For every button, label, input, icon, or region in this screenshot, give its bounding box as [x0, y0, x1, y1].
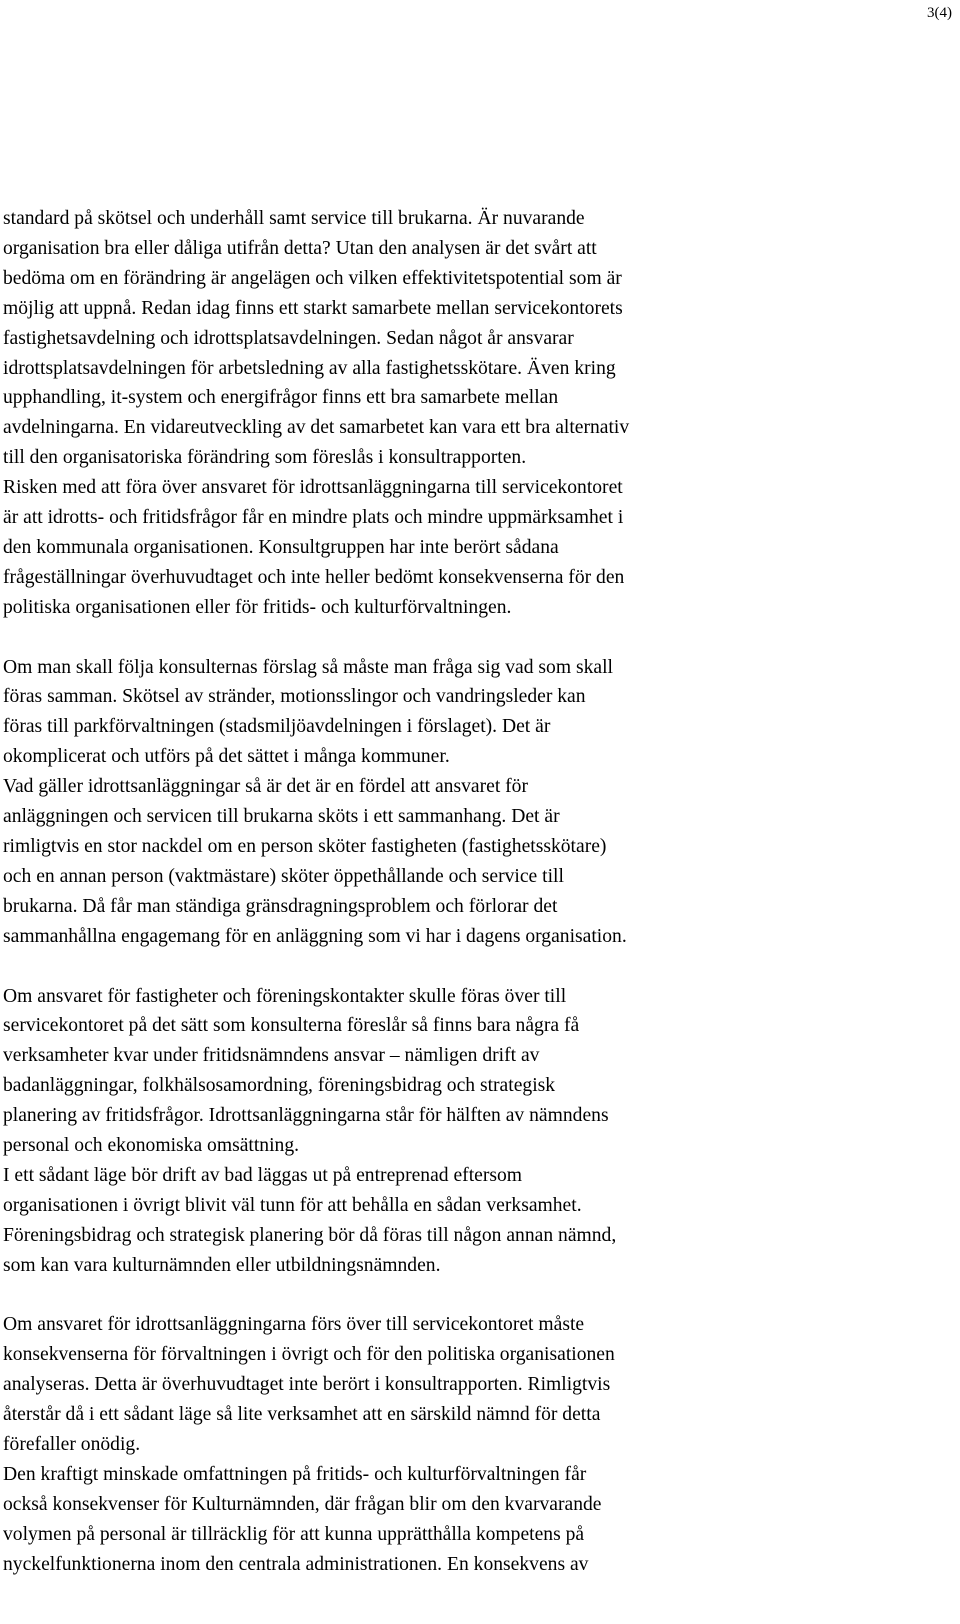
- text-line: Om ansvaret för fastigheter och föreningskontakter skulle föras över till: [3, 985, 567, 1007]
- text-line: möjlig att uppnå. Redan idag finns ett starkt samarbete mellan servicekontorets: [3, 297, 623, 319]
- text-line: avdelningarna. En vidareutveckling av det samarbetet kan vara ett bra alternativ: [3, 417, 630, 439]
- text-line: Föreningsbidrag och strategisk planering bör då föras till någon annan nämnd,: [3, 1224, 617, 1246]
- text-line: den kommunala organisationen. Konsultgruppen har inte berört sådana: [3, 536, 559, 558]
- text-line: också konsekvenser för Kulturnämnden, där frågan blir om den kvarvarande: [3, 1493, 602, 1515]
- text-line: återstår då i ett sådant läge så lite verksamhet att en särskild nämnd för detta: [3, 1404, 601, 1426]
- text-line: servicekontoret på det sätt som konsulterna föreslår så finns bara några få: [3, 1015, 580, 1037]
- text-line: sammanhållna engagemang för en anläggning som vi har i dagens organisation.: [3, 925, 627, 947]
- text-line: upphandling, it-system och energifrågor finns ett bra samarbete mellan: [3, 387, 559, 409]
- document-body: [3, 204, 943, 1580]
- text-line: föras till parkförvaltningen (stadsmiljöavdelningen i förslaget). Det är: [3, 716, 551, 738]
- text-line: analyseras. Detta är överhuvudtaget inte berört i konsultrapporten. Rimligtvis: [3, 1374, 611, 1396]
- text-line: som kan vara kulturnämnden eller utbildningsnämnden.: [3, 1254, 441, 1276]
- paragraph: [3, 473, 943, 623]
- text-line: till den organisatoriska förändring som föreslås i konsultrapporten.: [3, 447, 527, 469]
- text-line: förefaller onödig.: [3, 1434, 141, 1456]
- text-line: nyckelfunktionerna inom den centrala administrationen. En konsekvens av: [3, 1553, 589, 1575]
- paragraph: [3, 772, 943, 951]
- text-line: standard på skötsel och underhåll samt service till brukarna. Är nuvarande: [3, 208, 585, 229]
- text-line: organisation bra eller dåliga utifrån detta? Utan den analysen är det svårt att: [3, 237, 597, 259]
- text-line: rimligtvis en stor nackdel om en person sköter fastigheten (fastighetsskötare): [3, 836, 607, 858]
- paragraph-spacer: [3, 623, 943, 653]
- text-line: konsekvenserna för förvaltningen i övrigt och för den politiska organisationen: [3, 1344, 615, 1366]
- text-line: frågeställningar överhuvudtaget och inte heller bedömt konsekvenserna för den: [3, 566, 625, 588]
- text-line: volymen på personal är tillräcklig för att kunna upprätthålla kompetens på: [3, 1523, 585, 1545]
- paragraph: [3, 204, 943, 473]
- text-line: I ett sådant läge bör drift av bad läggas ut på entreprenad eftersom: [3, 1164, 523, 1186]
- text-line: organisationen i övrigt blivit väl tunn för att behålla en sådan verksamhet.: [3, 1194, 582, 1216]
- paragraph: [3, 1310, 943, 1460]
- text-line: Vad gäller idrottsanläggningar så är det är en fördel att ansvaret för: [3, 776, 529, 798]
- paragraph-spacer: [3, 952, 943, 982]
- text-line: bedöma om en förändring är angelägen och vilken effektivitetspotential som är: [3, 267, 622, 289]
- paragraph: [3, 1161, 943, 1281]
- text-line: och en annan person (vaktmästare) sköter öppethållande och service till: [3, 865, 564, 887]
- text-line: är att idrotts- och fritidsfrågor får en mindre plats och mindre uppmärksamhet i: [3, 507, 624, 529]
- text-line: anläggningen och servicen till brukarna sköts i ett sammanhang. Det är: [3, 806, 560, 828]
- paragraph: [3, 653, 943, 773]
- paragraph-spacer: [3, 1281, 943, 1311]
- text-line: Risken med att föra över ansvaret för idrottsanläggningarna till servicekontoret: [3, 477, 623, 499]
- text-line: Den kraftigt minskade omfattningen på fritids- och kulturförvaltningen får: [3, 1464, 587, 1486]
- paragraph: [3, 1460, 943, 1580]
- paragraph: [3, 982, 943, 1161]
- text-line: Om ansvaret för idrottsanläggningarna förs över till servicekontoret måste: [3, 1314, 585, 1336]
- text-line: idrottsplatsavdelningen för arbetsledning av alla fastighetsskötare. Även kring: [3, 357, 616, 379]
- text-line: verksamheter kvar under fritidsnämndens ansvar – nämligen drift av: [3, 1045, 540, 1067]
- text-line: planering av fritidsfrågor. Idrottsanläggningarna står för hälften av nämndens: [3, 1105, 609, 1127]
- text-line: föras samman. Skötsel av stränder, motionsslingor och vandringsleder kan: [3, 686, 586, 708]
- text-line: politiska organisationen eller för fritids- och kulturförvaltningen.: [3, 596, 512, 618]
- text-line: fastighetsavdelning och idrottsplatsavdelningen. Sedan något år ansvarar: [3, 327, 574, 349]
- text-line: okomplicerat och utförs på det sättet i många kommuner.: [3, 746, 450, 768]
- text-line: Om man skall följa konsulternas förslag så måste man fråga sig vad som skall: [3, 656, 613, 678]
- page-number: 3(4): [927, 5, 952, 21]
- text-line: personal och ekonomiska omsättning.: [3, 1135, 300, 1157]
- text-line: badanläggningar, folkhälsosamordning, föreningsbidrag och strategisk: [3, 1075, 556, 1097]
- text-line: brukarna. Då får man ständiga gränsdragningsproblem och förlorar det: [3, 895, 558, 917]
